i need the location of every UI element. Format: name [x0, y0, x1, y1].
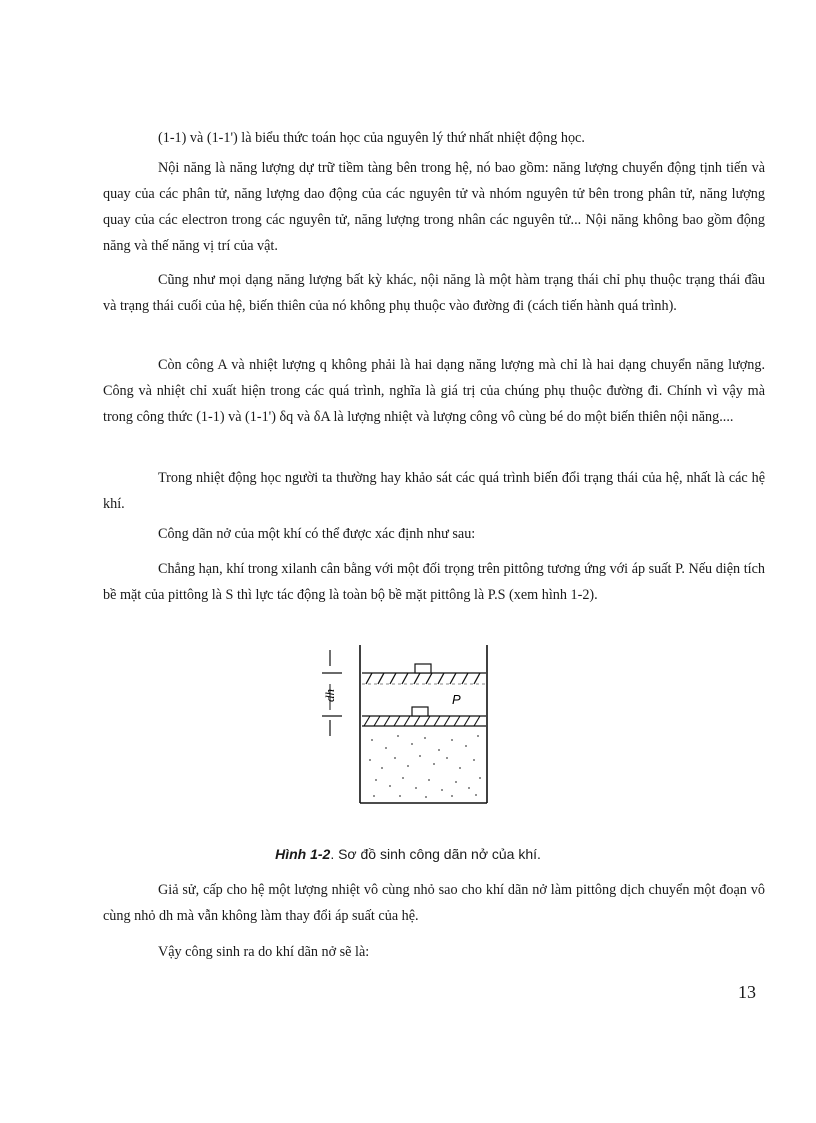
paragraph-3: Cũng như mọi dạng năng lượng bất kỳ khác, nội năng là một hàm trạng thái chỉ phụ thuộc trạng thái đầu và trạng thái cuối của hệ, biến thiên của nó không phụ thuộc vào đường đi (cách tiến hành quá trình).: [103, 272, 765, 314]
piston-lower-position: [362, 707, 486, 726]
gas-particles: [369, 735, 481, 798]
page-number: 13: [738, 982, 756, 1002]
paragraph-5: Trong nhiệt động học người ta thường hay khảo sát các quá trình biến đổi trạng thái của hệ, nhất là các hệ khí.: [103, 470, 765, 512]
caption-text: . Sơ đồ sinh công dãn nở của khí.: [330, 846, 541, 862]
piston-upper-position: [362, 664, 486, 684]
paragraph-8: Giả sử, cấp cho hệ một lượng nhiệt vô cùng nhỏ sao cho khí dãn nở làm pittông dịch chuyển một đoạn vô cùng nhỏ dh mà vẫn không làm thay đổi áp suất của hệ.: [103, 882, 765, 924]
paragraph-9: Vậy công sinh ra do khí dãn nở sẽ là:: [158, 944, 370, 960]
paragraph-7: Chẳng hạn, khí trong xilanh cân bằng với một đối trọng trên pittông tương ứng với áp suất P. Nếu diện tích bề mặt của pittông là S thì lực tác động là toàn bộ bề mặt pittông là P.S (xem hình 1-2).: [103, 561, 765, 603]
cylinder-figure: [300, 640, 500, 810]
paragraph-2: Nội năng là năng lượng dự trữ tiềm tàng bên trong hệ, nó bao gồm: năng lượng chuyển động tịnh tiến và quay của các phân tử, năng lượng dao động của các nguyên tử và nhóm nguyên tử bên trong phân tử, năng lượng quay của các electron trong các nguyên tử, năng lượng trong nhân các nguyên tử... Nội năng không bao gồm động năng và thế năng vị trí của vật.: [103, 160, 765, 254]
paragraph-6: Công dãn nở của một khí có thể được xác định như sau:: [158, 526, 476, 542]
paragraph-4: Còn công A và nhiệt lượng q không phải là hai dạng năng lượng mà chỉ là hai dạng chuyển năng lượng. Công và nhiệt chỉ xuất hiện trong các quá trình, nghĩa là giá trị của chúng phụ thuộc đường đi. Chính vì vậy mà trong công thức (1-1) và (1-1') δq và δA là lượng nhiệt và lượng công vô cùng bé do một biến thiên nội năng....: [103, 357, 765, 425]
p-label: P: [452, 692, 461, 707]
paragraph-1: (1-1) và (1-1') là biểu thức toán học của nguyên lý thứ nhất nhiệt động học.: [158, 130, 585, 146]
figure-caption: [0, 846, 816, 862]
caption-number: Hình 1-2: [275, 846, 331, 862]
dh-label: dh: [322, 689, 337, 702]
piston-diagram: [300, 640, 500, 810]
